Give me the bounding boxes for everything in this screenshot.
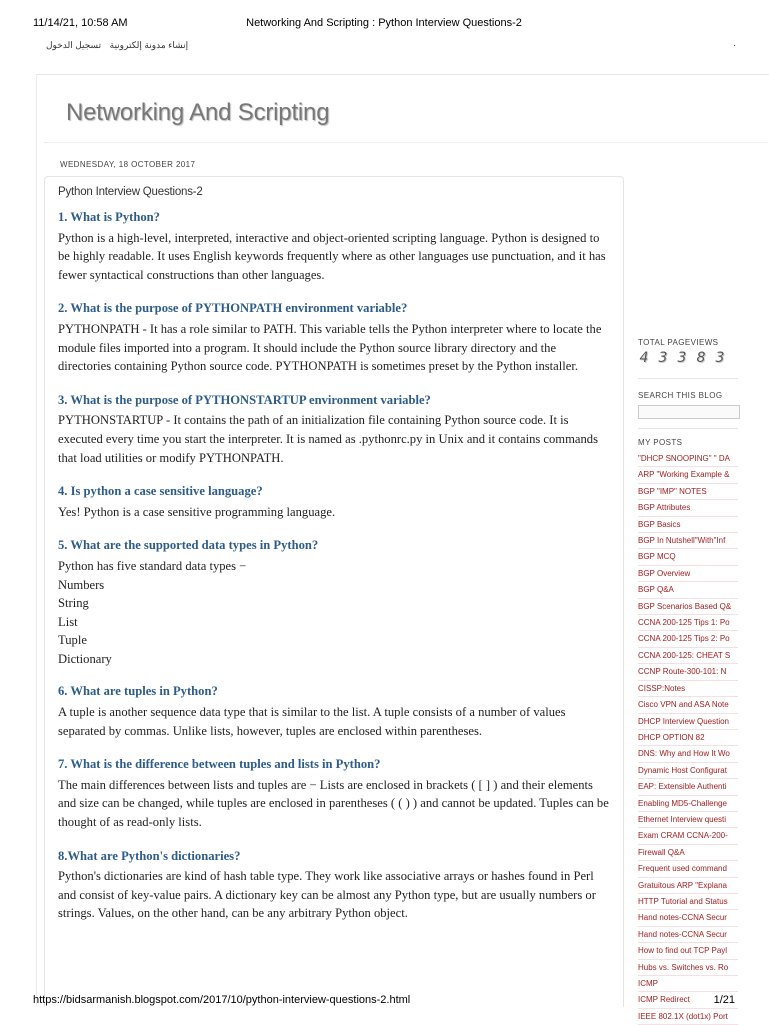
- post-link[interactable]: Cisco VPN and ASA Note: [638, 697, 738, 713]
- post-link[interactable]: "DHCP SNOOPING" " DA: [638, 451, 738, 467]
- post-link[interactable]: CCNA 200-125: CHEAT S: [638, 648, 738, 664]
- post-link[interactable]: BGP In Nutshell"With"Inf: [638, 533, 738, 549]
- my-posts-label: MY POSTS: [638, 438, 683, 447]
- list-item: Tuple: [58, 633, 87, 648]
- post-link[interactable]: Exam CRAM CCNA-200-: [638, 828, 738, 844]
- question-1: 1. What is Python?: [58, 210, 160, 224]
- post-link[interactable]: EAP: Extensible Authenti: [638, 779, 738, 795]
- post-link[interactable]: Hubs vs. Switches vs. Ro: [638, 960, 738, 976]
- question-4: 4. Is python a case sensitive language?: [58, 484, 263, 499]
- post-link[interactable]: ARP "Working Example &: [638, 467, 738, 483]
- post-link[interactable]: Enabling MD5-Challenge: [638, 796, 738, 812]
- post-link[interactable]: BGP Q&A: [638, 582, 738, 598]
- print-timestamp: 11/14/21, 10:58 AM: [33, 17, 128, 29]
- post-link[interactable]: HTTP Tutorial and Status: [638, 894, 738, 910]
- sidebar-divider: [638, 428, 738, 429]
- answer-5: [58, 557, 610, 669]
- question-8: 8.What are Python's dictionaries?: [58, 848, 241, 863]
- answer-5-intro: Python has five standard data types −: [58, 558, 247, 573]
- post-link[interactable]: DNS: Why and How It Wo: [638, 746, 738, 762]
- answer-3: PYTHONSTARTUP - It contains the path of an initialization file containing Python source code. It is executed every time you start the interpreter. It is named as .pythonrc.py in Unix and it contains commands that load utilities or modify PYTHONPATH.: [58, 413, 598, 465]
- post-link[interactable]: Gratuitous ARP "Explana: [638, 878, 738, 894]
- post-link[interactable]: IEEE 802.1X (dot1x) Port: [638, 1009, 738, 1025]
- sign-in-link[interactable]: تسجيل الدخول: [46, 40, 102, 50]
- question-5: 5. What are the supported data types in Python?: [58, 538, 319, 553]
- question-6: 6. What are tuples in Python?: [58, 684, 218, 699]
- post-link[interactable]: BGP MCQ: [638, 549, 738, 565]
- post-link[interactable]: DHCP OPTION 82: [638, 730, 738, 746]
- answer-8: Python's dictionaries are kind of hash table type. They work like associative arrays or hashes found in Perl and consist of key-value pairs. A dictionary key can be almost any Python type, but are usually numbers or strings. Values, on the other hand, can be any arbitrary Python object.: [58, 869, 596, 921]
- navbar-links: [40, 40, 188, 51]
- pageviews-digit: 4: [639, 350, 649, 366]
- create-blog-link[interactable]: إنشاء مدونة إلكترونية: [109, 40, 189, 50]
- date-header: WEDNESDAY, 18 OCTOBER 2017: [60, 160, 196, 169]
- question-2: 2. What is the purpose of PYTHONPATH environment variable?: [58, 301, 408, 316]
- pageviews-counter: [638, 350, 726, 366]
- post-link[interactable]: Frequent used command: [638, 861, 738, 877]
- post-link[interactable]: Hand notes-CCNA Secur: [638, 910, 738, 926]
- post-link[interactable]: CCNA 200-125 Tips 1: Po: [638, 615, 738, 631]
- pageviews-label: TOTAL PAGEVIEWS: [638, 338, 719, 347]
- post-link[interactable]: Firewall Q&A: [638, 845, 738, 861]
- list-item: Dictionary: [58, 651, 112, 666]
- post-link[interactable]: How to find out TCP Payl: [638, 943, 738, 959]
- post-link[interactable]: CISSP:Notes: [638, 681, 738, 697]
- print-page-number: 1/21: [713, 994, 735, 1006]
- list-item: String: [58, 596, 89, 611]
- post-link[interactable]: BGP Attributes: [638, 500, 738, 516]
- answer-1: Python is a high-level, interpreted, interactive and object-oriented scripting language. Python is designed to be highly readable. It uses English keywords frequently where as other languages use punctuation, and it has fewer syntactical constructions than other languages.: [58, 230, 606, 282]
- search-label: SEARCH THIS BLOG: [638, 391, 723, 400]
- pageviews-digit: 3: [658, 350, 668, 366]
- sidebar-divider: [638, 378, 738, 379]
- pageviews-digit: 3: [715, 350, 725, 366]
- pageviews-digit: 3: [677, 350, 687, 366]
- print-url: https://bidsarmanish.blogspot.com/2017/10/python-interview-questions-2.html: [33, 994, 411, 1006]
- answer-4: Yes! Python is a case sensitive programming language.: [58, 504, 336, 519]
- pageviews-digit: 8: [696, 350, 706, 366]
- my-posts-list: [638, 451, 738, 1025]
- answer-7: The main differences between lists and tuples are − Lists are enclosed in brackets ( [ ] ) and their elements and size can be changed, while tuples are enclosed in parentheses ( ( ) ) and cannot be updated. Tuples can be thought of as read-only lists.: [58, 777, 609, 830]
- list-item: List: [58, 614, 78, 629]
- question-7: 7. What is the difference between tuples and lists in Python?: [58, 757, 381, 772]
- list-item: Numbers: [58, 577, 105, 592]
- post-link[interactable]: DHCP Interview Question: [638, 714, 738, 730]
- post-body: [58, 208, 610, 938]
- search-input[interactable]: [638, 405, 740, 419]
- answer-2: PYTHONPATH - It has a role similar to PATH. This variable tells the Python interpreter where to locate the module files imported into a program. It should include the Python source library directory and the directories containing Python source code. PYTHONPATH is sometimes preset by the Python installer.: [58, 321, 602, 374]
- post-link[interactable]: ICMP Redirect: [638, 992, 738, 1008]
- question-3: 3. What is the purpose of PYTHONSTARTUP environment variable?: [58, 392, 431, 407]
- print-page-title: Networking And Scripting : Python Interview Questions-2: [246, 17, 522, 29]
- answer-6: A tuple is another sequence data type that is similar to the list. A tuple consists of a number of values separated by commas. Unlike lists, however, tuples are enclosed within parentheses.: [58, 705, 566, 738]
- post-link[interactable]: Hand notes-CCNA Secur: [638, 927, 738, 943]
- data-types-list: [58, 576, 610, 669]
- post-link[interactable]: CCNP Route-300-101: N: [638, 664, 738, 680]
- post-link[interactable]: BGP Overview: [638, 566, 738, 582]
- post-link[interactable]: BGP "IMP" NOTES: [638, 484, 738, 500]
- post-link[interactable]: BGP Scenarios Based Q&: [638, 599, 738, 615]
- post-link[interactable]: Ethernet Interview questi: [638, 812, 738, 828]
- post-link[interactable]: CCNA 200-125 Tips 2: Po: [638, 631, 738, 647]
- post-link[interactable]: ICMP: [638, 976, 738, 992]
- post-link[interactable]: Dynamic Host Configurat: [638, 763, 738, 779]
- post-link[interactable]: BGP Basics: [638, 517, 738, 533]
- post-title[interactable]: Python Interview Questions-2: [58, 186, 203, 198]
- navbar-dot: .: [733, 38, 736, 49]
- blog-title[interactable]: Networking And Scripting: [66, 99, 330, 126]
